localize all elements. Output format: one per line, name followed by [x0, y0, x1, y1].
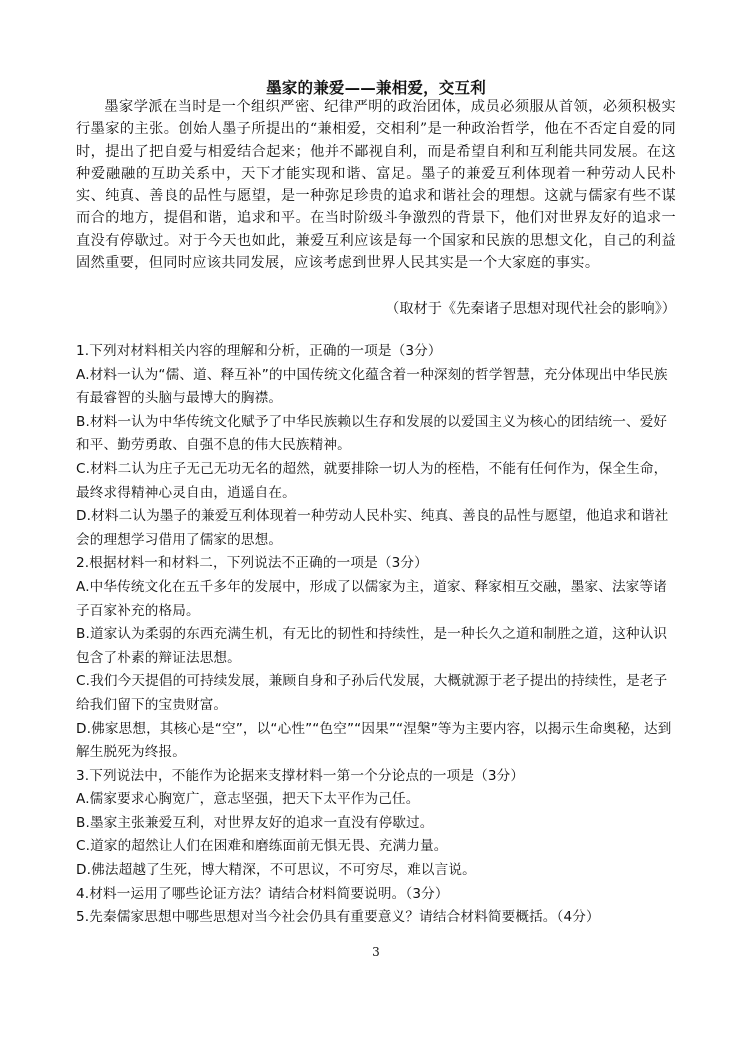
option-d: D.佛家思想，其核心是“空”，以“心性”“色空”“因果”“涅槃”等为主要内容，以揭示生命奥秘，达到解生脱死为终报。	[76, 720, 672, 761]
passage-paragraph: 墨家学派在当时是一个组织严密、纪律严明的政治团体，成员必须服从首领，必须积极实行墨家的主张。创始人墨子所提出的“兼相爱，交相利”是一种政治哲学，他在不否定自爱的同时，提出了把自爱与相爱结合起来；他并不鄙视自利，而是希望自利和互利能共同发展。在这种爱融融的互助关系中，天下才能实现和谐、富足。墨子的兼爱互利体现着一种劳动人民朴实、纯真、善良的品性与愿望，是一种弥足珍贵的追求和谐社会的理想。这就与儒家有些不谋而合的地方，提倡和谐，追求和平。在当时阶级斗争激烈的背景下，他们对世界友好的追求一直没有停歇过。对于今天也如此，兼爱互利应该是每一个国家和民族的思想文化，自己的利益固然重要，但同时应该共同发展，应该考虑到世界人民其实是一个大家庭的事实。	[76, 99, 676, 272]
option-c: C.我们今天提倡的可持续发展，兼顾自身和子孙后代发展，大概就源于老子提出的持续性，是老子给我们留下的宝贵财富。	[76, 673, 668, 713]
question-5	[76, 906, 678, 930]
option-a: A.儒家要求心胸宽广，意志坚强，把天下太平作为己任。	[76, 791, 420, 808]
question-stem: 3.下列说法中，不能作为论据来支撑材料一第一个分论点的一项是（3分）	[76, 767, 525, 784]
option-c: C.道家的超然让人们在困难和磨练面前无惧无畏、充满力量。	[76, 838, 448, 855]
passage-title: 墨家的兼爱——兼相爱，交互利	[266, 79, 486, 97]
option-c: C.材料二认为庄子无己无功无名的超然，就要排除一切人为的桎梏，不能有任何作为，保全生命，最终求得精神心灵自由，逍遥自在。	[76, 460, 668, 501]
option-b: B.道家认为柔弱的东西充满生机，有无比的韧性和持续性，是一种长久之道和制胜之道，这种认识包含了朴素的辩证法思想。	[76, 626, 668, 666]
option-a: A.材料一认为“儒、道、释互补”的中国传统文化蕴含着一种深刻的哲学智慧，充分体现出中华民族有最睿智的头脑与最博大的胸襟。	[76, 366, 668, 407]
question-stem: 2.根据材料一和材料二，下列说法不正确的一项是（3分）	[76, 555, 428, 572]
question-stem: 4.材料一运用了哪些论证方法？请结合材料简要说明。（3分）	[76, 885, 449, 902]
question-stem: 1.下列对材料相关内容的理解和分析，正确的一项是（3分）	[76, 343, 442, 359]
option-a: A.中华传统文化在五千多年的发展中，形成了以儒家为主，道家、释家相互交融，墨家、法家等诸子百家补充的格局。	[76, 578, 667, 619]
question-stem: 5.先秦儒家思想中哪些思想对当今社会仍具有重要意义？请结合材料简要概括。（4分）	[76, 909, 600, 926]
passage-source: （取材于《先秦诸子思想对现代社会的影响》）	[385, 301, 676, 317]
question-3	[76, 765, 678, 883]
option-d: D.佛法超越了生死，博大精深，不可思议，不可穷尽，难以言说。	[76, 862, 476, 879]
page-number: 3	[372, 945, 380, 959]
option-d: D.材料二认为墨子的兼爱互利体现着一种劳动人民朴实、纯真、善良的品性与愿望，他追求和谐社会的理想学习借用了儒家的思想。	[76, 508, 669, 548]
option-b: B.材料一认为中华传统文化赋予了中华民族赖以生存和发展的以爱国主义为核心的团结统一、爱好和平、勤劳勇敢、自强不息的伟大民族精神。	[76, 413, 668, 454]
question-list	[76, 340, 678, 930]
question-2	[76, 552, 678, 764]
question-1	[76, 340, 678, 552]
passage	[76, 96, 676, 274]
question-4	[76, 883, 678, 907]
option-b: B.墨家主张兼爱互利，对世界友好的追求一直没有停歇过。	[76, 814, 434, 831]
